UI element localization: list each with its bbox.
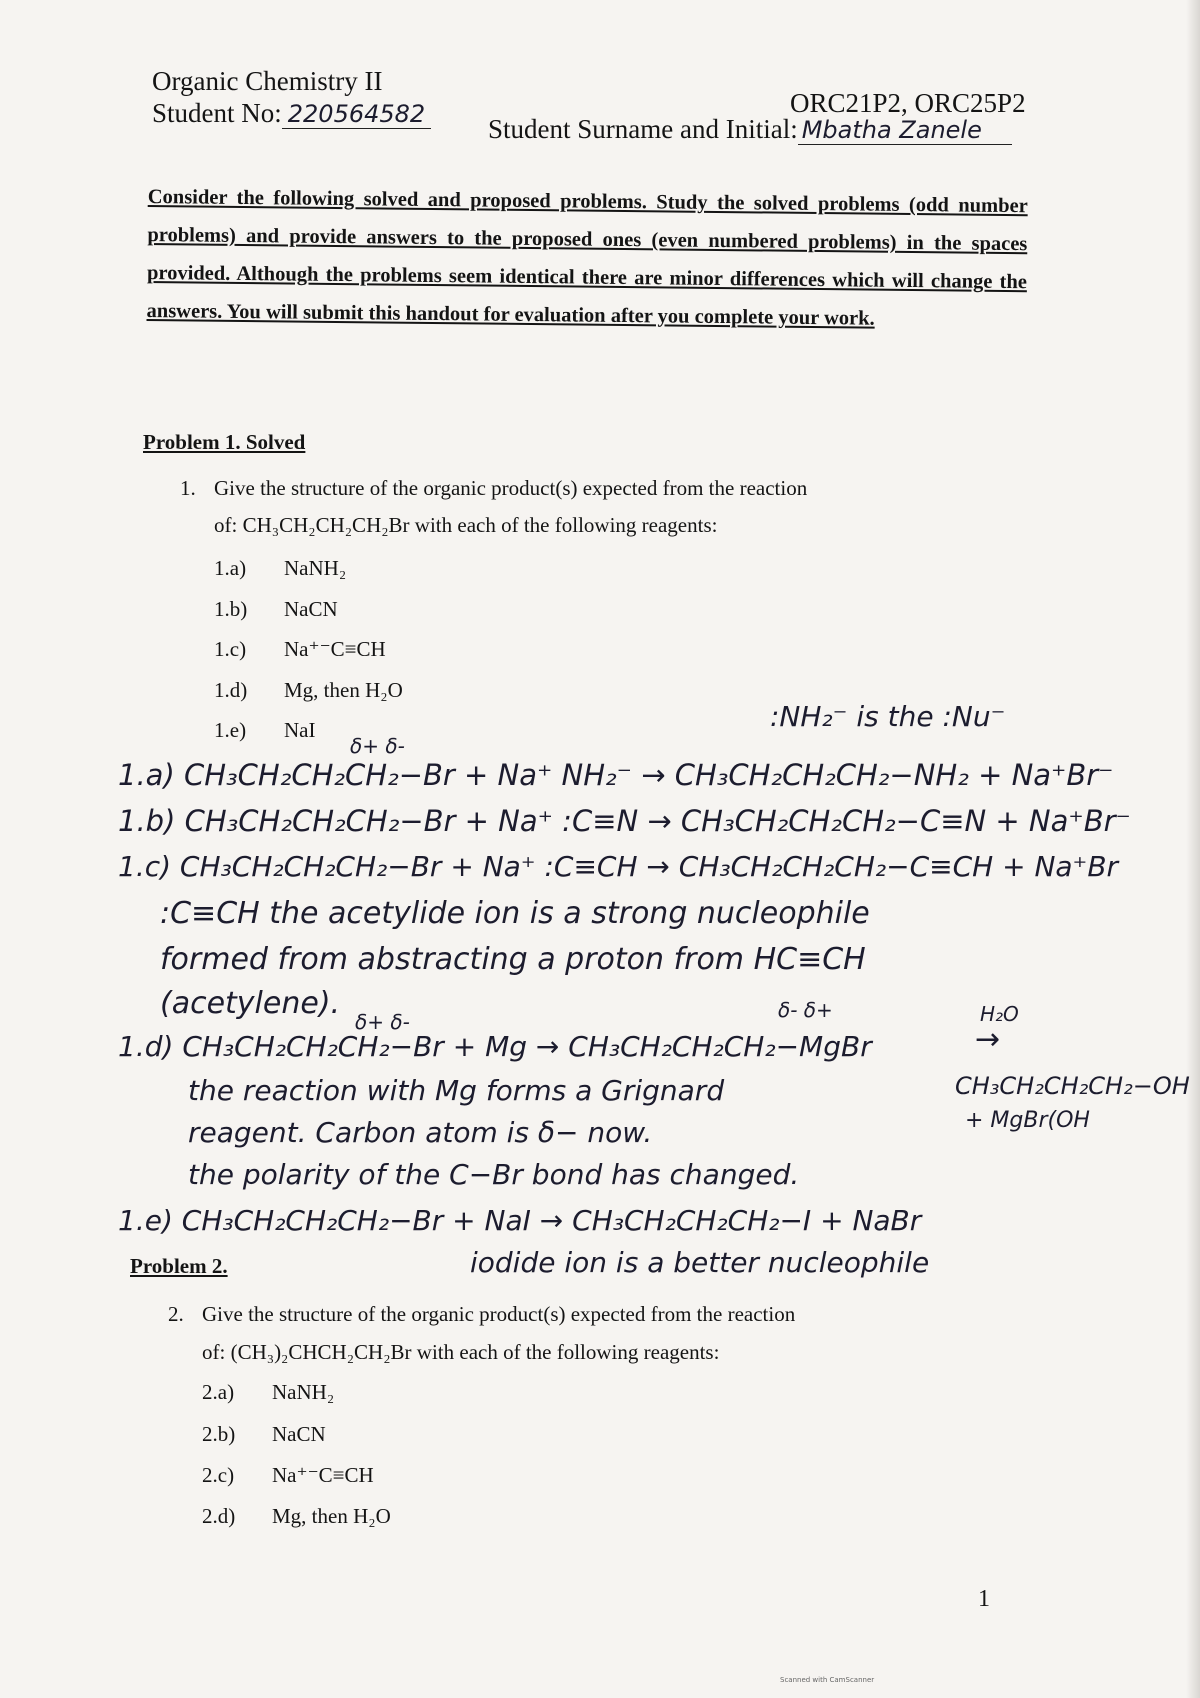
instructions: Consider the following solved and proposed problems. Study the solved problems (odd number problems) and provide answers to the proposed ones (even numbered problems) in the spaces provided. Although the problems seem identical there are minor differences which will change the answers. You will submit this handout for evaluation after you complete your work. — [146, 185, 1028, 330]
answer-1d-product: CH₃CH₂CH₂CH₂−OH — [955, 1072, 1190, 1100]
answer-1d-arrow: → — [975, 1022, 1001, 1057]
partial-charges-d-left: δ+ δ- — [355, 1010, 410, 1034]
answer-1c-note1: :C≡CH the acetylide ion is a strong nucleophile — [160, 896, 870, 931]
problem1-option: 1.d) Mg, then H₂O — [214, 678, 403, 702]
problem1-question-line1: Give the structure of the organic product(s) expected from the reaction — [214, 476, 808, 500]
answer-1c-note3: (acetylene). — [160, 986, 341, 1021]
problem2-number: 2. — [168, 1302, 184, 1326]
problem2-option: 2.b) NaCN — [202, 1422, 326, 1446]
problem1-heading: Problem 1. Solved — [143, 430, 306, 454]
page-number: 1 — [978, 1586, 990, 1612]
problem1-option: 1.c) Na⁺⁻C≡CH — [214, 637, 386, 661]
problem2-question — [168, 1302, 795, 1327]
answer-1c-note2: formed from abstracting a proton from HC≡CH — [160, 942, 866, 977]
scanner-footer: Scanned with CamScanner — [780, 1676, 875, 1684]
student-no-label: Student No: — [152, 98, 282, 128]
answer-1d-byproduct: + MgBr(OH — [965, 1108, 1090, 1133]
student-surname — [488, 114, 1012, 145]
problem2-question-line2: of: (CH₃)₂CHCH₂CH₂Br with each of the following reagents: — [202, 1340, 720, 1364]
problem1-number: 1. — [180, 476, 196, 500]
partial-charges-d-right: δ- δ+ — [778, 998, 833, 1022]
problem1-question-line2: of: CH₃CH₂CH₂CH₂Br with each of the following reagents: — [214, 513, 718, 537]
surname-label: Student Surname and Initial: — [488, 114, 798, 144]
answer-1a: 1.a) CH₃CH₂CH₂CH₂−Br + Na⁺ NH₂⁻ → CH₃CH₂CH₂CH₂−NH₂ + Na⁺Br⁻ — [118, 758, 1114, 792]
problem1-question — [180, 476, 807, 501]
answer-1d-note3: the polarity of the C−Br bond has changed. — [188, 1158, 800, 1191]
problem1-option: 1.a) NaNH₂ — [214, 556, 347, 580]
problem1-option: 1.e) NaI — [214, 718, 316, 742]
nucleophile-note: :NH₂⁻ is the :Nu⁻ — [770, 700, 1006, 733]
problem2-option: 2.d) Mg, then H₂O — [202, 1504, 391, 1528]
partial-charges-a: δ+ δ- — [350, 734, 405, 758]
course-title: Organic Chemistry II — [152, 66, 383, 96]
answer-1e: 1.e) CH₃CH₂CH₂CH₂−Br + NaI → CH₃CH₂CH₂CH₂−I + NaBr — [118, 1204, 922, 1237]
surname-value: Mbatha Zanele — [798, 116, 1012, 145]
problem1-option: 1.b) NaCN — [214, 597, 338, 621]
answer-1d-note2: reagent. Carbon atom is δ− now. — [188, 1116, 653, 1149]
answer-1d-note1: the reaction with Mg forms a Grignard — [188, 1074, 725, 1107]
answer-1c: 1.c) CH₃CH₂CH₂CH₂−Br + Na⁺ :C≡CH → CH₃CH₂CH₂CH₂−C≡CH + Na⁺Br — [118, 850, 1119, 883]
student-no-value: 220564582 — [282, 100, 431, 129]
course-codes: ORC21P2, ORC25P2 — [790, 88, 1026, 118]
problem2-question-line1: Give the structure of the organic product(s) expected from the reaction — [202, 1302, 796, 1326]
answer-1b: 1.b) CH₃CH₂CH₂CH₂−Br + Na⁺ :C≡N → CH₃CH₂CH₂CH₂−C≡N + Na⁺Br⁻ — [118, 804, 1131, 838]
page-edge — [1186, 0, 1200, 1698]
student-no — [152, 98, 431, 129]
answer-1e-note: iodide ion is a better nucleophile — [470, 1246, 930, 1279]
problem2-heading: Problem 2. — [130, 1254, 228, 1278]
answer-1d-h2o: H₂O — [980, 1002, 1019, 1026]
answer-1d: 1.d) CH₃CH₂CH₂CH₂−Br + Mg → CH₃CH₂CH₂CH₂−MgBr — [118, 1030, 872, 1063]
problem2-option: 2.c) Na⁺⁻C≡CH — [202, 1463, 374, 1487]
problem2-option: 2.a) NaNH₂ — [202, 1380, 335, 1404]
